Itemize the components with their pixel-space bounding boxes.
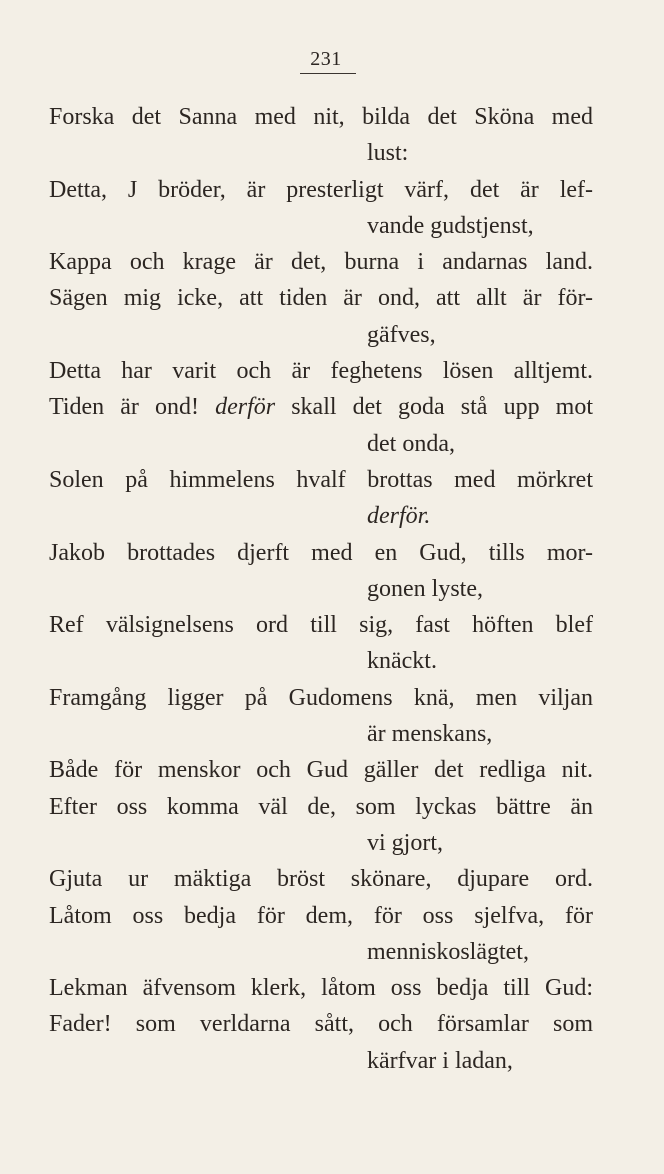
verse-line [49,389,593,425]
italic-word: derför [215,394,276,421]
verse-line: Både för menskor och Gud gäller det redliga nit. [49,757,593,784]
verse-line: Låtom oss bedja för dem, för oss sjelfva, för [49,902,593,929]
page-number-rule [300,73,356,74]
verse-continuation: gonen lyste, [367,575,483,602]
verse-line: Detta, J bröder, är presterligt värf, det är lef- [49,176,593,203]
verse-line: Forska det Sanna med nit, bilda det Sköna med [49,104,593,130]
verse-line: Efter oss komma väl de, som lyckas bättre än [49,793,593,820]
verse-text: Tiden är ond! [49,394,216,421]
page-number: 231 [310,48,342,70]
verse-continuation: knäckt. [367,648,437,675]
verse-continuation: är menskans, [367,721,493,748]
verse-continuation: vande gudstjenst, [367,212,534,239]
verse-line: Ref välsignelsens ord till sig, fast höften blef [49,612,593,639]
verse-continuation: det onda, [367,430,455,457]
verse-line: Sägen mig icke, att tiden är ond, att allt är för- [49,285,593,312]
verse-line: Gjuta ur mäktiga bröst skönare, djupare ord. [49,866,593,893]
verse-continuation: gäfves, [367,321,436,348]
verse-continuation: menniskoslägtet, [367,938,529,965]
verse-continuation: vi gjort, [367,829,443,856]
verse-line: Lekman äfvensom klerk, låtom oss bedja till Gud: [49,975,593,1002]
verse-line: Jakob brottades djerft med en Gud, tills mor- [49,539,593,566]
verse-text: skall det goda stå upp mot [275,394,594,421]
verse-continuation: derför. [367,503,431,530]
verse-line: Detta har varit och är feghetens lösen alltjemt. [49,358,593,385]
verse-line: Kappa och krage är det, burna i andarnas land. [49,249,593,276]
verse-continuation: kärfvar i ladan, [367,1047,513,1074]
verse-line: Solen på himmelens hvalf brottas med mörkret [49,466,593,493]
poem-text [49,99,593,1079]
verse-line: Fader! som verldarna sått, och församlar som [49,1011,593,1038]
verse-line: Framgång ligger på Gudomens knä, men viljan [49,684,593,711]
verse-continuation: lust: [367,140,409,167]
